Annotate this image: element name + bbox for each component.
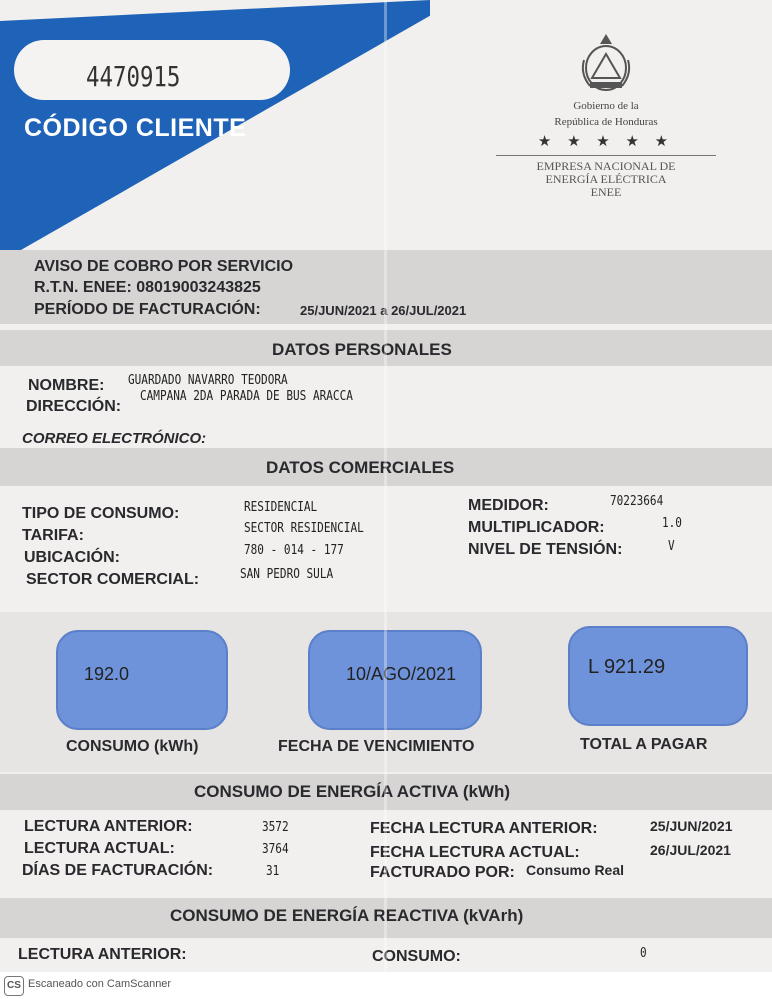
camscanner-text: Escaneado con CamScanner [28,978,172,990]
client-code-label: CÓDIGO CLIENTE [24,114,247,142]
sector-label: SECTOR COMERCIAL: [26,571,200,588]
gov-name-line1: Gobierno de la [573,100,639,112]
dias-label: DÍAS DE FACTURACIÓN: [22,862,214,879]
enee-line1: EMPRESA NACIONAL DE [536,159,676,173]
government-header [486,30,726,199]
total-value: L 921.29 [588,656,666,678]
tarifa-value: SECTOR RESIDENCIAL [244,521,364,536]
enee-line2: ENERGÍA ELÉCTRICA [545,172,667,186]
lect-ant-label: LECTURA ANTERIOR: [24,818,193,835]
scanner-footer [0,972,772,999]
fecha-ant-value: 25/JUN/2021 [650,818,733,834]
ubicacion-label: UBICACIÓN: [24,549,120,566]
stars-icon: ★ ★ ★ ★ ★ [537,134,675,150]
medidor-label: MEDIDOR: [468,497,549,514]
reactive-title: CONSUMO DE ENERGÍA REACTIVA (kVArh) [170,906,524,925]
ubicacion-value: 780 - 014 - 177 [244,543,344,558]
consumo-box [56,630,228,730]
fecha-act-value: 26/JUL/2021 [650,842,731,858]
honduras-seal-icon [576,30,636,96]
lect-act-label: LECTURA ACTUAL: [24,840,175,857]
lect-ant-value: 3572 [262,820,289,835]
dias-value: 31 [266,864,280,879]
facturado-value: Consumo Real [526,862,625,878]
personal-title: DATOS PERSONALES [272,340,452,359]
facturado-label: FACTURADO POR: [370,864,515,881]
period-value: 25/JUN/2021 a 26/JUL/2021 [300,303,467,318]
paper-fold [384,0,387,972]
rtn-text: R.T.N. ENEE: 08019003243825 [34,279,261,296]
consumo-label: CONSUMO (kWh) [66,738,199,755]
active-title: CONSUMO DE ENERGÍA ACTIVA (kWh) [194,782,511,801]
address-value: CAMPANA 2DA PARADA DE BUS ARACCA [140,389,353,404]
camscanner-logo-icon: CS [4,976,24,996]
fecha-act-label: FECHA LECTURA ACTUAL: [370,844,580,861]
notice-title: AVISO DE COBRO POR SERVICIO [34,258,294,275]
name-value: GUARDADO NAVARRO TEODORA [128,373,288,388]
gov-name-line2: República de Honduras [554,116,658,128]
tension-value: V [668,539,675,554]
tipo-value: RESIDENCIAL [244,500,318,515]
email-label: CORREO ELECTRÓNICO: [22,430,207,447]
vencimiento-value: 10/AGO/2021 [346,664,457,684]
commercial-title: DATOS COMERCIALES [266,458,455,477]
consumo-value: 192.0 [84,664,130,684]
tension-label: NIVEL DE TENSIÓN: [468,541,623,558]
divider [496,155,716,156]
reactive-lect-ant-label: LECTURA ANTERIOR: [18,946,187,963]
address-label: DIRECCIÓN: [26,398,122,415]
medidor-value: 70223664 [610,494,664,509]
total-label: TOTAL A PAGAR [580,736,708,753]
lect-act-value: 3764 [262,842,289,857]
tipo-label: TIPO DE CONSUMO: [22,505,180,522]
mult-value: 1.0 [662,516,682,531]
enee-line3: ENEE [590,185,622,199]
sector-value: SAN PEDRO SULA [240,567,334,582]
vencimiento-label: FECHA DE VENCIMIENTO [278,738,475,755]
reactive-consumo-value: 0 [640,946,647,961]
client-code-value: 4470915 [86,60,181,93]
period-label: PERÍODO DE FACTURACIÓN: [34,301,261,318]
name-label: NOMBRE: [28,377,105,394]
reactive-consumo-label: CONSUMO: [372,948,461,965]
tarifa-label: TARIFA: [22,527,84,544]
fecha-ant-label: FECHA LECTURA ANTERIOR: [370,820,598,837]
mult-label: MULTIPLICADOR: [468,519,605,536]
